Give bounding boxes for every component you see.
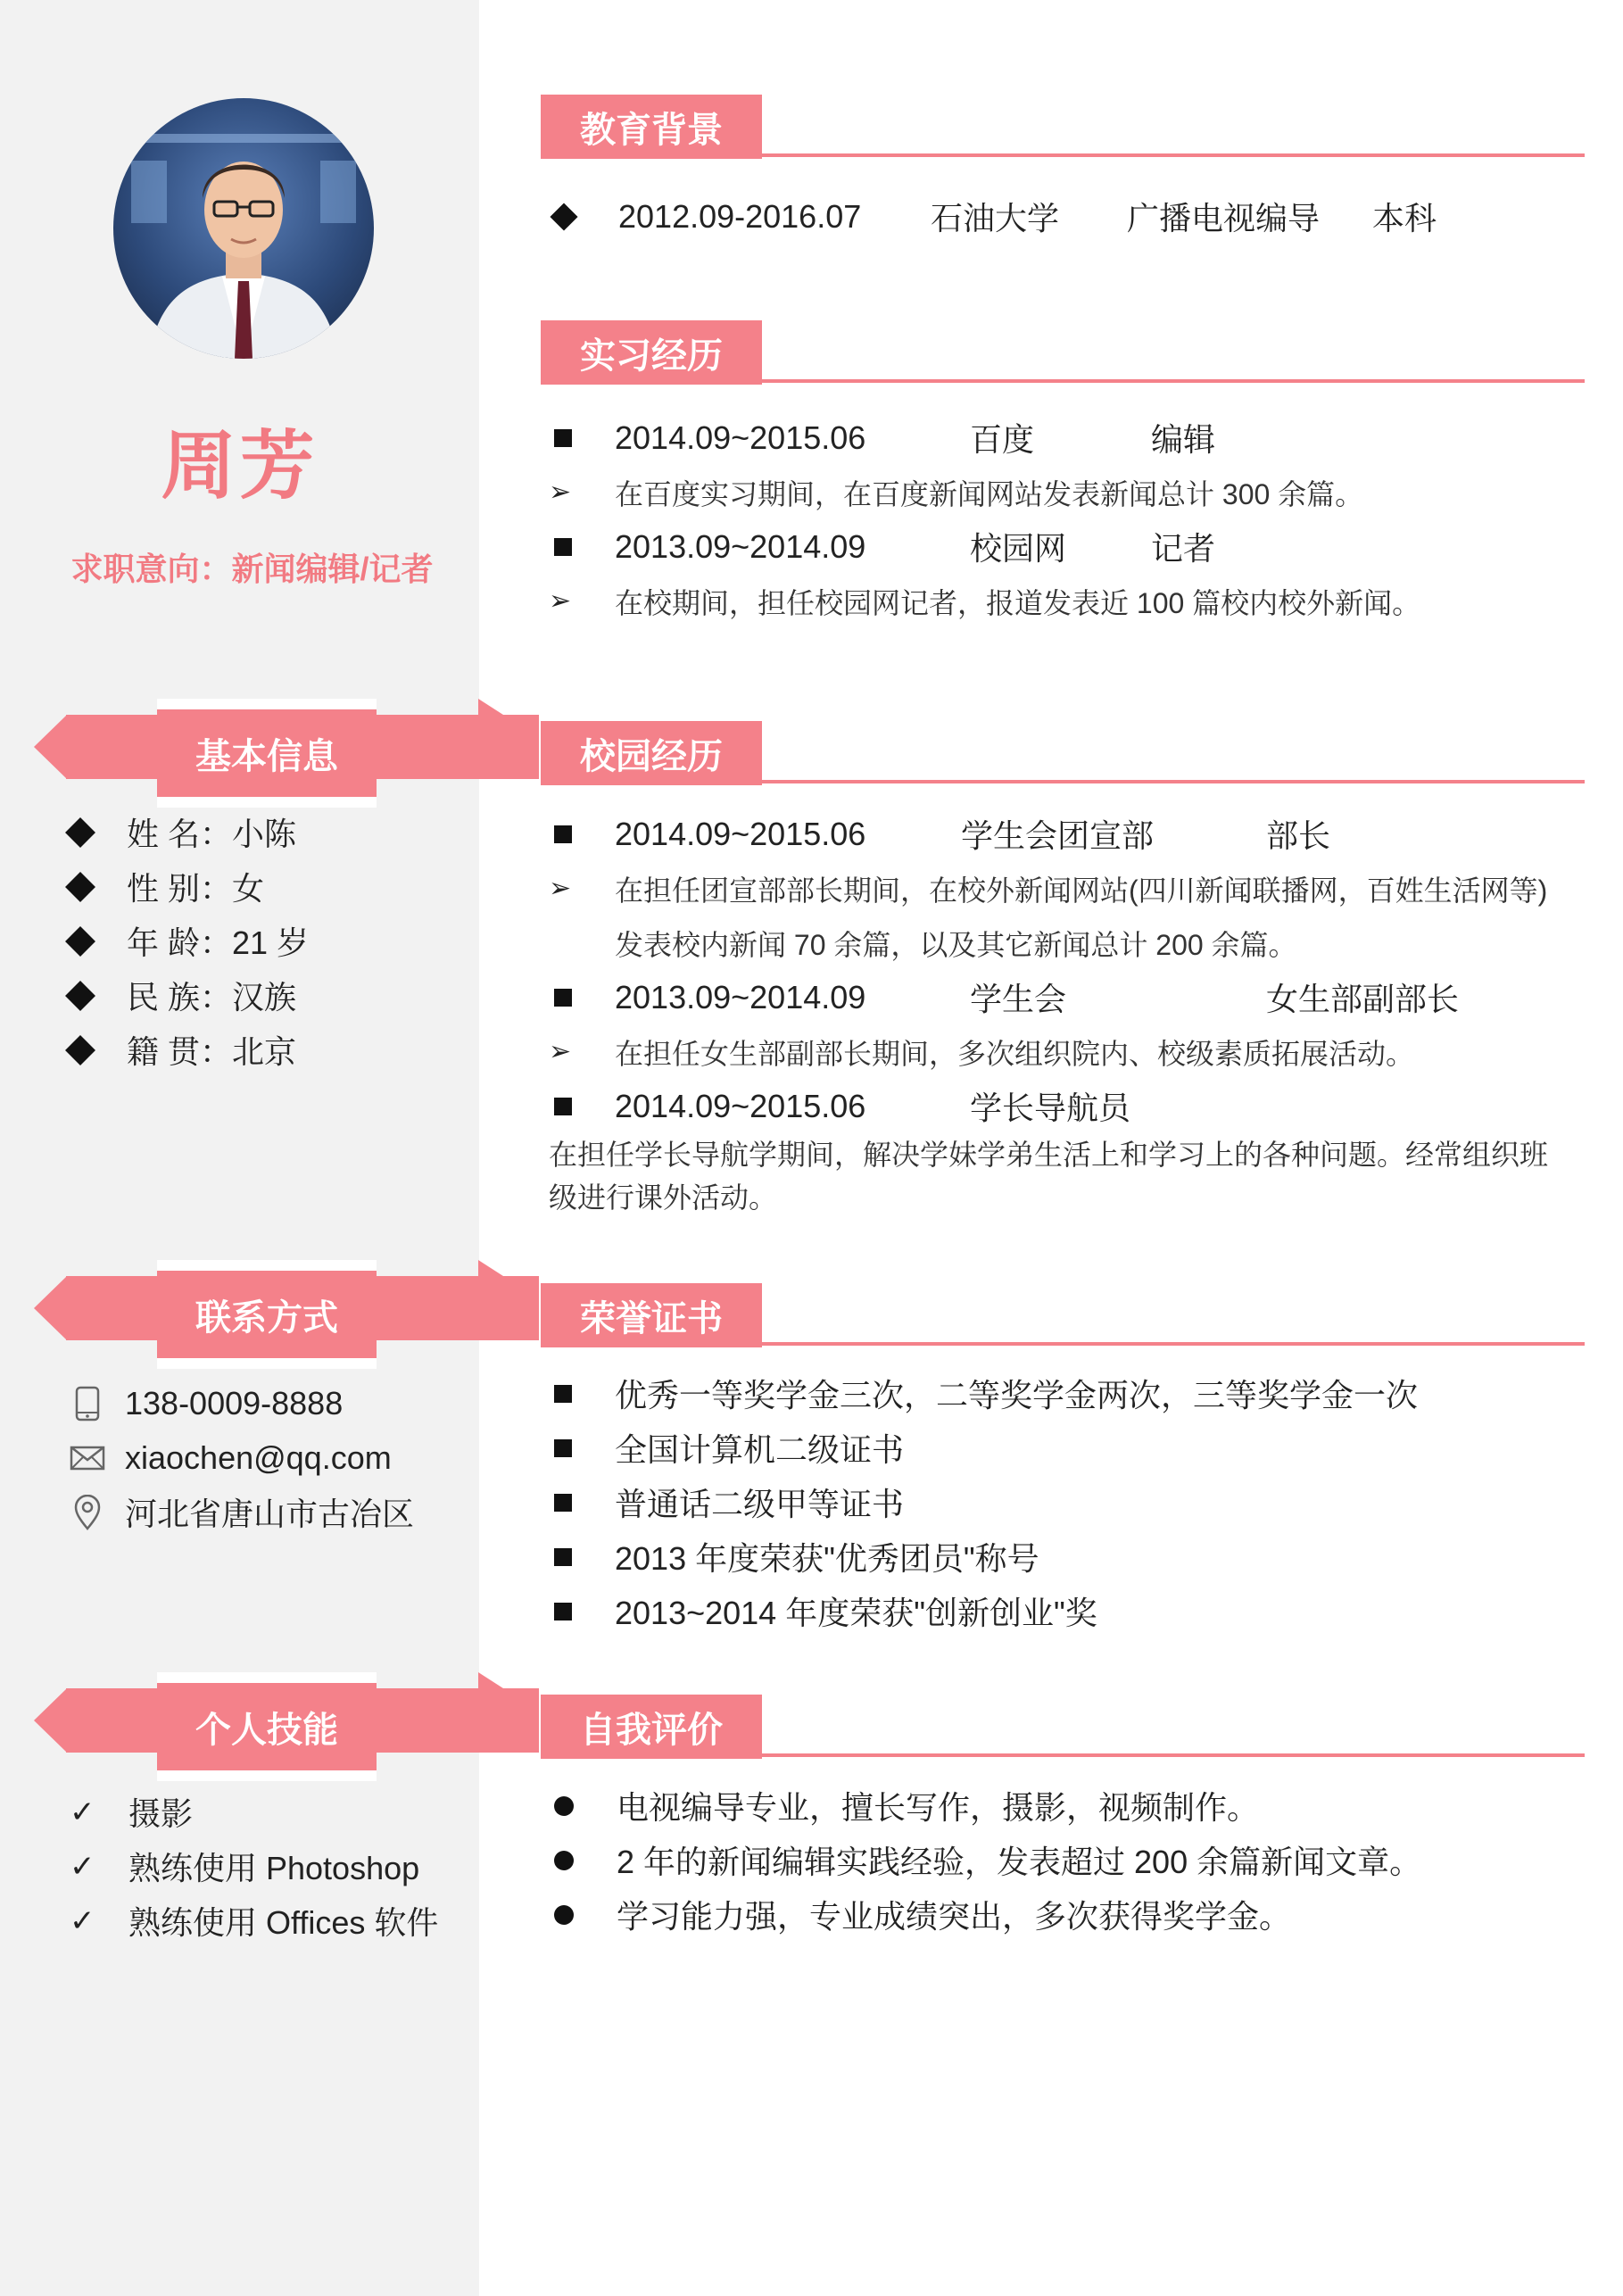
entry-role: 记者 xyxy=(1151,530,1216,567)
header-underline xyxy=(762,153,1585,157)
dot-bullet-icon xyxy=(554,1905,574,1925)
diamond-bullet-icon xyxy=(65,981,95,1011)
honor-text: 全国计算机二级证书 xyxy=(615,1431,905,1468)
info-label: 年 龄： xyxy=(127,924,233,961)
campus-entry xyxy=(549,807,1584,861)
header-underline xyxy=(762,780,1585,783)
entry-org: 学生会团宣部 xyxy=(961,817,1155,854)
email-icon xyxy=(70,1440,105,1476)
info-label: 民 族： xyxy=(127,979,233,1015)
arrowhead-bullet-icon: ➢ xyxy=(549,586,572,616)
self-eval-title: 自我评价 xyxy=(541,1695,762,1759)
contact-phone-row xyxy=(70,1376,414,1430)
info-row xyxy=(70,805,309,859)
header-fold xyxy=(478,699,503,715)
education-section xyxy=(549,189,1584,244)
info-value: 小陈 xyxy=(232,816,297,852)
entry-desc: 在百度实习期间，在百度新闻网站发表新闻总计 300 余篇。 xyxy=(615,477,1364,510)
entry-desc: 在校期间，担任校园网记者，报道发表近 100 篇校内校外新闻。 xyxy=(615,586,1421,619)
self-eval-text: 电视编导专业，擅长写作，摄影，视频制作。 xyxy=(617,1789,1260,1826)
education-header xyxy=(541,95,1585,166)
diamond-bullet-icon xyxy=(65,1035,95,1065)
skill-item xyxy=(70,1894,438,1948)
internship-section xyxy=(549,410,1584,628)
job-intent: 求职意向：新闻编辑/记者 xyxy=(70,551,434,587)
education-degree: 本科 xyxy=(1372,200,1437,236)
location-pin-icon xyxy=(70,1495,105,1530)
honor-item xyxy=(549,1366,1584,1421)
entry-org: 学生会 xyxy=(970,981,1067,1017)
header-arrow xyxy=(34,1276,67,1340)
header-fold xyxy=(478,1260,503,1276)
campus-entry xyxy=(549,1079,1584,1133)
address-text: 河北省唐山市古冶区 xyxy=(125,1496,415,1532)
info-value: 21 岁 xyxy=(232,924,310,961)
square-bullet-icon xyxy=(554,429,572,447)
info-row xyxy=(70,968,309,1023)
honors-header xyxy=(541,1283,1585,1355)
email-text: xiaochen@qq.com xyxy=(125,1438,392,1476)
self-eval-header xyxy=(541,1695,1585,1766)
campus-entry xyxy=(549,970,1584,1024)
arrowhead-bullet-icon: ➢ xyxy=(549,477,572,507)
entry-role: 女生部副部长 xyxy=(1266,981,1460,1017)
skill-text: 熟练使用 Photoshop xyxy=(128,1850,420,1886)
entry-period: 2013.09~2014.09 xyxy=(615,527,866,565)
entry-period: 2014.09~2015.06 xyxy=(615,419,866,456)
contact-title: 联系方式 xyxy=(157,1260,377,1369)
header-underline xyxy=(762,1342,1585,1346)
arrowhead-bullet-icon: ➢ xyxy=(549,1037,572,1066)
entry-period: 2014.09~2015.06 xyxy=(615,1087,866,1124)
education-school: 石油大学 xyxy=(931,200,1060,236)
diamond-bullet-icon xyxy=(65,926,95,957)
square-bullet-icon xyxy=(554,1385,572,1403)
education-title: 教育背景 xyxy=(541,95,762,159)
square-bullet-icon xyxy=(554,825,572,843)
self-eval-item xyxy=(549,1778,1584,1833)
portrait-illustration xyxy=(113,98,374,359)
entry-desc: 发表校内新闻 70 余篇，以及其它新闻总计 200 余篇。 xyxy=(615,928,1297,961)
contact-header xyxy=(34,1260,507,1340)
education-row xyxy=(549,189,1584,244)
diamond-bullet-icon xyxy=(65,872,95,902)
phone-text: 138-0009-8888 xyxy=(125,1384,344,1422)
skills-header xyxy=(34,1672,507,1753)
phone-icon xyxy=(70,1386,105,1422)
diamond-bullet-icon xyxy=(65,817,95,848)
info-value: 北京 xyxy=(232,1033,297,1070)
self-eval-text: 学习能力强，专业成绩突出，多次获得奖学金。 xyxy=(617,1898,1292,1935)
honor-item xyxy=(549,1529,1584,1584)
entry-org: 校园网 xyxy=(970,530,1067,567)
internship-entry xyxy=(549,519,1584,574)
header-fold xyxy=(478,1672,503,1688)
entry-desc: 在担任女生部副部长期间，多次组织院内、校级素质拓展活动。 xyxy=(615,1037,1415,1070)
campus-paragraph: 在担任学长导航学期间，解决学妹学弟生活上和学习上的各种问题。经常组织班级进行课外活动。 xyxy=(549,1139,1549,1214)
honors-section xyxy=(549,1366,1584,1638)
internship-title: 实习经历 xyxy=(541,320,762,385)
contact-address-row xyxy=(70,1485,414,1539)
square-bullet-icon xyxy=(554,538,572,556)
honor-item xyxy=(549,1421,1584,1475)
dot-bullet-icon xyxy=(554,1796,574,1816)
arrowhead-bullet-icon: ➢ xyxy=(549,874,572,903)
contact-email-row xyxy=(70,1430,414,1485)
diamond-bullet-icon xyxy=(550,203,577,230)
entry-org: 百度 xyxy=(970,421,1035,458)
internship-entry xyxy=(549,410,1584,465)
info-label: 性 别： xyxy=(127,870,233,907)
entry-period: 2013.09~2014.09 xyxy=(615,978,866,1015)
honor-text: 普通话二级甲等证书 xyxy=(615,1486,905,1522)
campus-desc-cont xyxy=(549,916,1584,970)
header-arrow xyxy=(34,1688,67,1753)
entry-role: 编辑 xyxy=(1151,421,1216,458)
entry-period: 2014.09~2015.06 xyxy=(615,815,866,852)
honor-item xyxy=(549,1584,1584,1638)
entry-role: 部长 xyxy=(1266,817,1331,854)
candidate-name: 周芳 xyxy=(161,422,319,510)
square-bullet-icon xyxy=(554,1439,572,1457)
self-eval-section xyxy=(549,1778,1584,1942)
entry-desc: 在担任团宣部部长期间，在校外新闻网站(四川新闻联播网，百姓生活网等) xyxy=(615,874,1548,907)
campus-desc xyxy=(549,1024,1584,1079)
header-arrow xyxy=(34,715,67,779)
campus-desc xyxy=(549,861,1584,916)
entry-org: 学长导航员 xyxy=(970,1090,1131,1126)
skills-list xyxy=(70,1785,438,1948)
education-period: 2012.09-2016.07 xyxy=(618,197,862,235)
honors-title: 荣誉证书 xyxy=(541,1283,762,1347)
skill-text: 熟练使用 Offices 软件 xyxy=(128,1904,439,1941)
square-bullet-icon xyxy=(554,1548,572,1566)
avatar xyxy=(113,98,374,359)
campus-section xyxy=(549,807,1584,1219)
basic-info-list xyxy=(70,805,309,1077)
square-bullet-icon xyxy=(554,1494,572,1512)
info-row xyxy=(70,914,309,968)
info-label: 姓 名： xyxy=(127,816,233,852)
info-row xyxy=(70,859,309,914)
checkmark-icon: ✓ xyxy=(70,1795,95,1829)
basic-info-header xyxy=(34,699,507,779)
square-bullet-icon xyxy=(554,1603,572,1620)
skills-title: 个人技能 xyxy=(157,1672,377,1781)
header-underline xyxy=(762,379,1585,383)
self-eval-item xyxy=(549,1887,1584,1942)
honor-text: 2013 年度荣获"优秀团员"称号 xyxy=(615,1540,1039,1577)
honor-item xyxy=(549,1475,1584,1529)
internship-desc xyxy=(549,465,1584,519)
skill-text: 摄影 xyxy=(128,1795,194,1832)
honor-text: 优秀一等奖学金三次，二等奖学金两次，三等奖学金一次 xyxy=(615,1377,1419,1413)
square-bullet-icon xyxy=(554,1098,572,1115)
internship-header xyxy=(541,320,1585,392)
header-underline xyxy=(762,1753,1585,1757)
self-eval-item xyxy=(549,1833,1584,1887)
basic-info-title: 基本信息 xyxy=(157,699,377,808)
self-eval-text: 2 年的新闻编辑实践经验，发表超过 200 余篇新闻文章。 xyxy=(617,1844,1422,1880)
info-value: 女 xyxy=(232,870,265,907)
contact-list xyxy=(70,1376,414,1539)
checkmark-icon: ✓ xyxy=(70,1849,95,1884)
education-major: 广播电视编导 xyxy=(1127,200,1321,236)
dot-bullet-icon xyxy=(554,1851,574,1870)
skill-item xyxy=(70,1785,438,1839)
internship-desc xyxy=(549,574,1584,628)
checkmark-icon: ✓ xyxy=(70,1903,95,1938)
info-value: 汉族 xyxy=(232,979,297,1015)
info-row xyxy=(70,1023,309,1077)
campus-title: 校园经历 xyxy=(541,721,762,785)
square-bullet-icon xyxy=(554,989,572,1007)
info-label: 籍 贯： xyxy=(127,1033,233,1070)
skill-item xyxy=(70,1839,438,1894)
honor-text: 2013~2014 年度荣获"创新创业"奖 xyxy=(615,1595,1097,1631)
campus-header xyxy=(541,721,1585,792)
